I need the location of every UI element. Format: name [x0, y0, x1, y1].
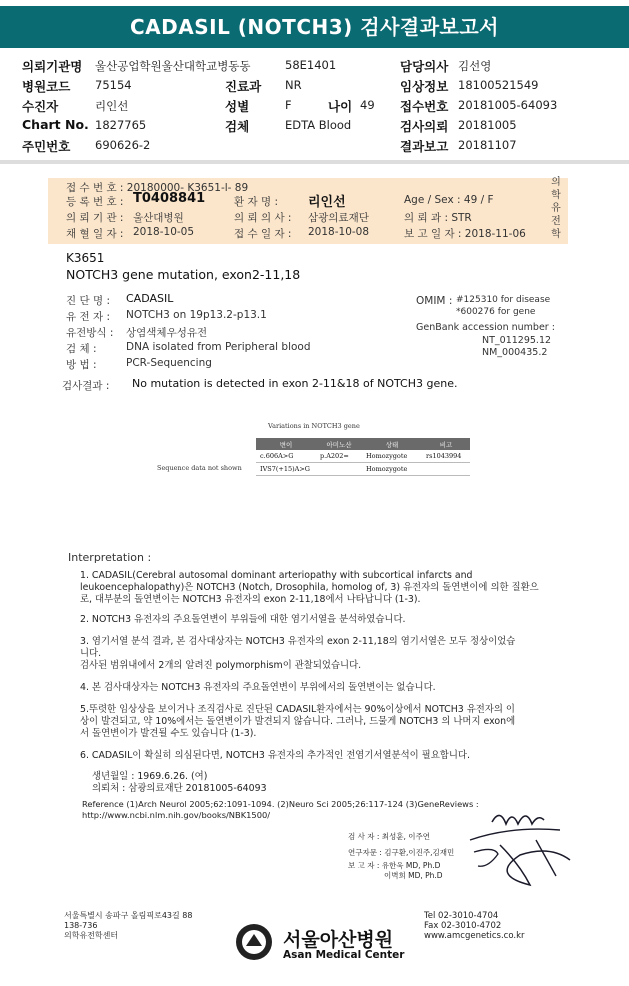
interp-line: 검사된 범위내에서 2개의 알려진 polymorphism이 관찰되었습니다.: [80, 660, 362, 671]
column-header: 변이: [256, 438, 316, 450]
clinical-info-value: 18100521549: [458, 78, 539, 92]
method-value: PCR-Sequencing: [126, 357, 212, 369]
omim-1: #125310 for disease: [456, 295, 551, 305]
reg-label: 등 록 번 호 :: [66, 196, 124, 208]
specimen-value: EDTA Blood: [285, 118, 352, 132]
column-header: 상태: [362, 438, 422, 450]
summary-panel: [0, 52, 629, 156]
receive-label: 접 수 일 자 :: [234, 228, 292, 240]
variants-side-label: Sequence data not shown: [157, 464, 242, 472]
gene-label: 유 전 자 :: [66, 311, 110, 323]
hospital-name-en: Asan Medical Center: [283, 949, 405, 961]
table-cell: [316, 463, 362, 476]
side-char: 학: [551, 190, 561, 201]
report-label: 결과보고: [400, 139, 449, 154]
hospital-code-label: 병원코드: [22, 79, 71, 94]
hospital-name-ko: 서울아산병원: [283, 929, 394, 951]
table-cell: rs1043994: [422, 450, 470, 463]
method-label: 방 법 :: [66, 359, 97, 371]
gene-value: NOTCH3 on 19p13.2-p13.1: [126, 309, 267, 321]
diagnosis-label: 진 단 명 :: [66, 295, 110, 307]
result-label: 검사결과 :: [62, 380, 110, 392]
table-cell: Homozygote: [362, 463, 422, 476]
column-header: 비고: [422, 438, 470, 450]
interp-line: 5.뚜렷한 임상상을 보이거나 조직검사로 진단된 CADASIL환자에서는 90%이상에서 NOTCH3 유전자의 이: [80, 704, 515, 715]
genbank-label: GenBank accession number :: [416, 322, 555, 333]
reference-line: Reference (1)Arch Neurol 2005;62:1091-1094. (2)Neuro Sci 2005;26:117-124 (3)GeneReviews :: [82, 799, 479, 809]
rrn-label: 주민번호: [22, 139, 71, 154]
institution-value: 울산공업학원울산대학교병동동: [95, 59, 251, 73]
dept-label: 진료과: [225, 79, 262, 94]
side-char: 의: [551, 177, 561, 188]
test-name: NOTCH3 gene mutation, exon2-11,18: [66, 267, 301, 282]
sex-label: 성별: [225, 99, 250, 114]
clinical-info-label: 임상정보: [400, 79, 449, 94]
report-date: 보 고 일 자 : 2018-11-06: [404, 228, 526, 240]
omim-label: OMIM :: [416, 295, 453, 307]
request-label: 검사의뢰: [400, 119, 449, 134]
signature: [440, 800, 590, 895]
reference-link: http://www.ncbi.nlm.nih.gov/books/NBK1500/: [82, 810, 271, 820]
table-cell: Homozygote: [362, 450, 422, 463]
receipt-line: 접 수 번 호 : 20180000- K3651-l- 89: [66, 182, 249, 194]
genbank-1: NT_011295.12: [482, 335, 552, 346]
interp-line: 로, 대부분의 돌연변이는 NOTCH3 유전자의 exon 2-11,18에서 나타납니다 (1-3).: [80, 594, 421, 605]
interp-line: 6. CADASIL이 확실히 의심된다면, NOTCH3 유전자의 추가적인 전염기서열분석이 필요합니다.: [80, 750, 470, 761]
table-cell: c.606A>G: [256, 450, 316, 463]
patient-name-label: 환 자 명 :: [234, 196, 278, 208]
age-label: 나이: [328, 99, 353, 114]
physician-value: 김선영: [458, 59, 492, 73]
variants-table: [256, 438, 470, 476]
interp-line: 1. CADASIL(Cerebral autosomal dominant arteriopathy with subcortical infarcts and: [80, 570, 473, 581]
column-header: 아미노산: [316, 438, 362, 450]
hospital-code-value: 75154: [95, 78, 132, 92]
interp-line: 4. 본 검사대상자는 NOTCH3 유전자의 주요돌연변이 부위에서의 돌연변이는 없습니다.: [80, 682, 436, 693]
physician-label: 담당의사: [400, 59, 449, 74]
rrn-value: 690626-2: [95, 138, 151, 152]
omim-2: *600276 for gene: [456, 307, 536, 317]
institution-code: 58E1401: [285, 58, 337, 72]
side-char: 유: [551, 203, 561, 214]
patient-name-value: 리인선: [308, 195, 346, 210]
result-value: No mutation is detected in exon 2-11&18 of NOTCH3 gene.: [132, 377, 458, 390]
specimen-value2: DNA isolated from Peripheral blood: [126, 341, 311, 353]
side-char: 학: [551, 229, 561, 240]
req-place-label: 의 뢰 의 사 :: [234, 212, 292, 224]
table-row: [256, 463, 470, 476]
hospital-logo-icon: [234, 922, 274, 962]
report-title: CADASIL (NOTCH3) 검사결과보고서: [0, 6, 629, 48]
fax: Fax 02-3010-4702: [424, 921, 502, 931]
req-inst-value: 울산대병원: [133, 212, 184, 224]
patient-value: 리인선: [95, 99, 129, 113]
interp-line: 2. NOTCH3 유전자의 주요돌연변이 부위들에 대한 염기서열을 분석하였습니다.: [80, 614, 406, 625]
chart-value: 1827765: [95, 118, 147, 132]
inherit-value: 상염색체우성유전: [126, 327, 208, 339]
receipt-no-value: 20181005-64093: [458, 98, 558, 112]
specimen-label: 검체: [225, 119, 250, 134]
receipt-no-label: 접수번호: [400, 99, 449, 114]
patient-label: 수진자: [22, 99, 59, 114]
req-inst-label: 의 뢰 기 관 :: [66, 212, 124, 224]
table-row: [256, 450, 470, 463]
interp-line: 3. 염기서열 분석 결과, 본 검사대상자는 NOTCH3 유전자의 exon 2-11,18의 염기서열은 모두 정상이었습: [80, 636, 516, 647]
req-dept: 의 뢰 과 : STR: [404, 212, 472, 224]
age-sex: Age / Sex : 49 / F: [404, 194, 494, 206]
test-code: K3651: [66, 251, 105, 265]
institution-label: 의뢰기관명: [22, 59, 83, 74]
client-info: 의뢰처 : 삼광의료재단 20181005-64093: [92, 783, 267, 794]
side-char: 전: [551, 216, 561, 227]
interp-line: 상이 발견되고, 약 10%에서는 돌연변이가 발견되지 않습니다. 그러나, 드물게 NOTCH3 의 나머지 exon에: [80, 716, 516, 727]
request-value: 20181005: [458, 118, 517, 132]
dept-value: NR: [285, 78, 302, 92]
genbank-2: NM_000435.2: [482, 347, 548, 358]
researcher: 연구자문 : 김구환,이진주,김재민: [348, 848, 455, 857]
variants-title: Variations in NOTCH3 gene: [268, 422, 360, 430]
table-cell: IVS7(+15)A>G: [256, 463, 316, 476]
reg-value: T0408841: [133, 191, 206, 206]
side-stamp: [549, 176, 563, 241]
address-line-2: 138-736: [64, 921, 98, 930]
website: www.amcgenetics.co.kr: [424, 931, 525, 941]
address-line-1: 서울특별시 송파구 올림픽로43길 88: [64, 911, 193, 920]
address-line-3: 의학유전학센터: [64, 931, 119, 940]
age-value: 49: [360, 98, 375, 112]
tel: Tel 02-3010-4704: [424, 911, 499, 921]
inherit-label: 유전방식 :: [66, 327, 114, 339]
collect-value: 2018-10-05: [133, 226, 195, 238]
interp-line: 니다.: [80, 648, 102, 659]
table-cell: [422, 463, 470, 476]
interp-line: 서 돌연변이가 발견될 수도 있습니다 (1-3).: [80, 728, 257, 739]
report-value: 20181107: [458, 138, 517, 152]
specimen-label2: 검 체 :: [66, 343, 97, 355]
sex-value: F: [285, 98, 292, 112]
tester: 검 사 자 : 최성훈, 이주연: [348, 832, 431, 841]
reporter-1: 보 고 자 : 유한욱 MD, Ph.D: [348, 861, 441, 870]
receive-value: 2018-10-08: [308, 226, 370, 238]
req-place-value: 삼광의료재단: [308, 212, 369, 224]
interp-line: leukoencephalopathy)은 NOTCH3 (Notch, Drosophila, homolog of, 3) 유전자의 돌연변이에 의한 질환으: [80, 582, 539, 593]
table-header-row: [256, 438, 470, 450]
collect-label: 채 혈 일 자 :: [66, 228, 124, 240]
birth-date: 생년월일 : 1969.6.26. (여): [92, 771, 208, 782]
table-cell: p.A202=: [316, 450, 362, 463]
divider: [0, 160, 629, 164]
reporter-2: 이벽희 MD, Ph.D: [384, 871, 443, 880]
interpretation-title: Interpretation :: [68, 551, 152, 564]
chart-label: Chart No.: [22, 117, 89, 132]
diagnosis-value: CADASIL: [126, 292, 174, 305]
